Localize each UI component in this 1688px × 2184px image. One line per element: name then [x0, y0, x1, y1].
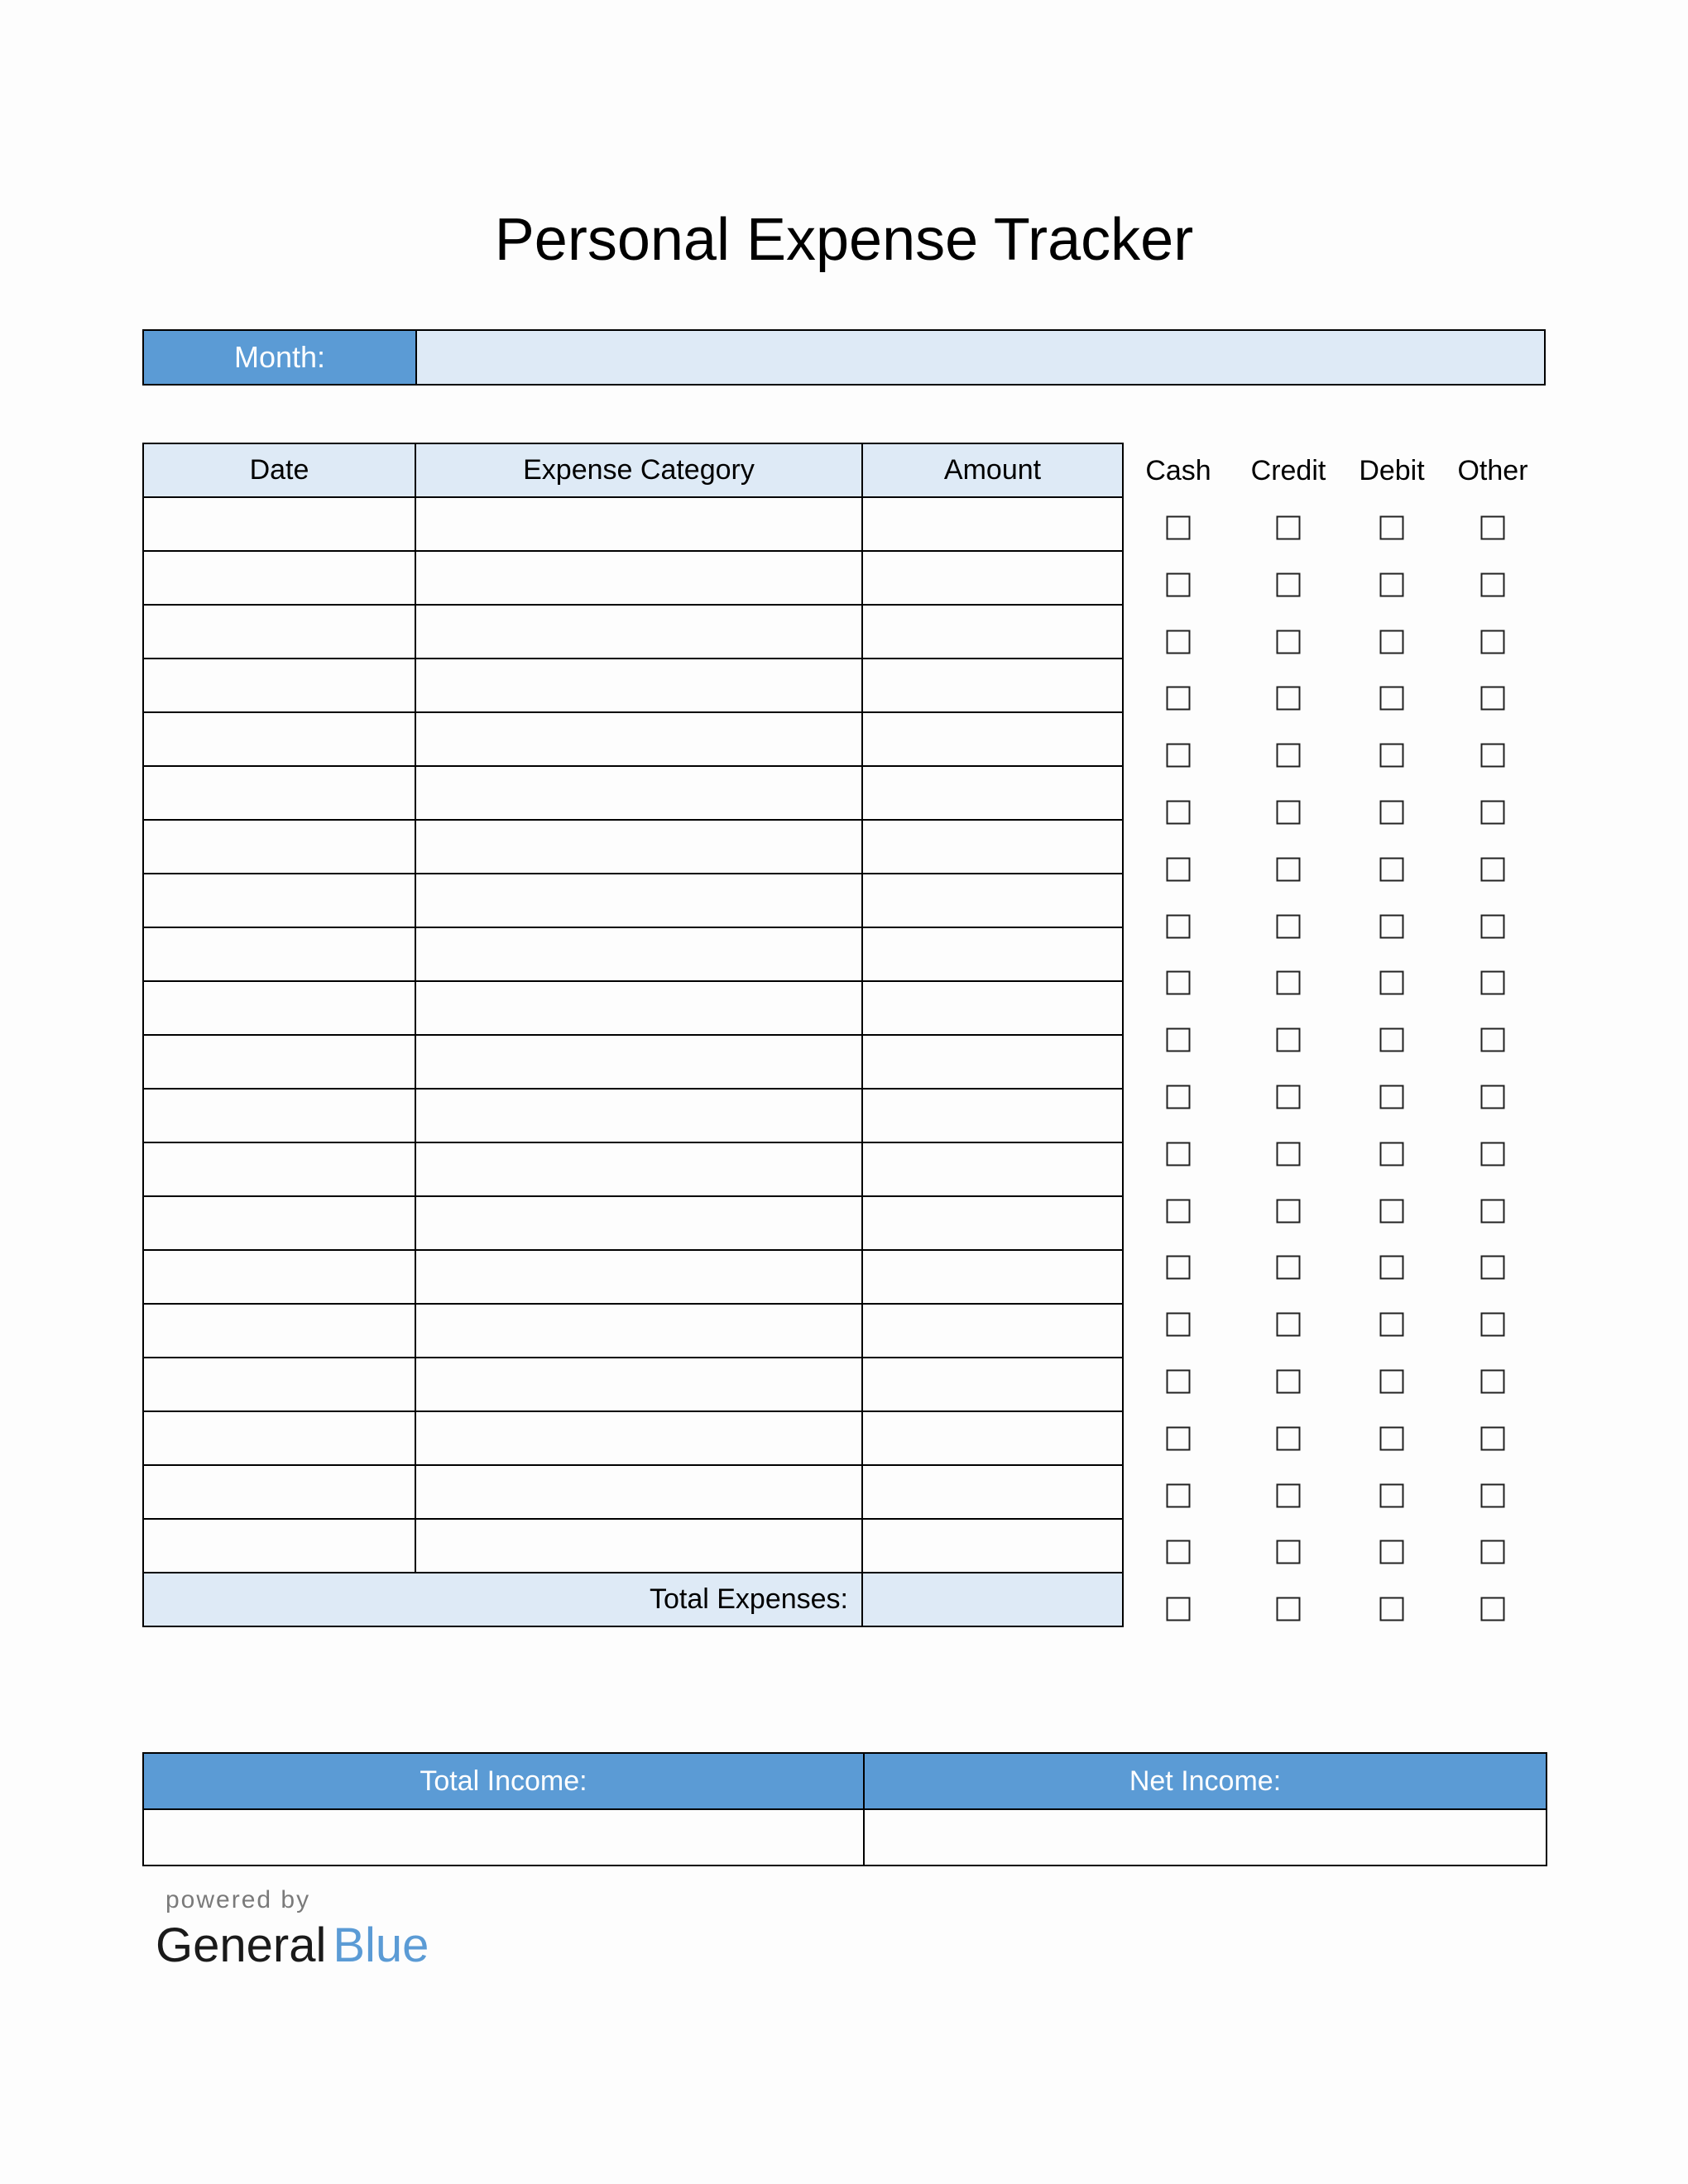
other-checkbox[interactable]	[1481, 1313, 1505, 1337]
income-table	[142, 1752, 1547, 1866]
generalblue-logo	[156, 1918, 429, 1973]
other-checkbox[interactable]	[1481, 1256, 1505, 1280]
table-row	[143, 712, 1123, 766]
other-checkbox[interactable]	[1481, 572, 1505, 596]
debit-header: Debit	[1359, 455, 1425, 486]
other-checkbox[interactable]	[1481, 1028, 1505, 1052]
table-row	[143, 551, 1123, 605]
expense-category-cell[interactable]	[415, 766, 862, 820]
table-row	[143, 605, 1123, 659]
expense-category-cell[interactable]	[415, 551, 862, 605]
other-checkbox[interactable]	[1481, 1540, 1505, 1564]
income-header-row	[143, 1753, 1547, 1809]
credit-checkbox[interactable]	[1277, 1256, 1301, 1280]
debit-checkbox[interactable]	[1380, 630, 1404, 654]
date-cell[interactable]	[143, 874, 415, 927]
cash-checkbox[interactable]	[1167, 687, 1191, 711]
other-checkbox[interactable]	[1481, 1370, 1505, 1394]
other-checkbox[interactable]	[1481, 1483, 1505, 1507]
month-field[interactable]	[417, 331, 1544, 384]
cash-checkbox[interactable]	[1167, 516, 1191, 540]
expense-table	[142, 443, 1124, 1627]
table-row	[143, 1089, 1123, 1142]
date-cell[interactable]	[143, 605, 415, 659]
date-cell[interactable]	[143, 1358, 415, 1411]
debit-checkbox[interactable]	[1380, 1597, 1404, 1621]
credit-checkbox[interactable]	[1277, 1540, 1301, 1564]
other-checkbox[interactable]	[1481, 1085, 1505, 1109]
amount-cell[interactable]	[862, 874, 1123, 927]
expense-category-cell[interactable]	[415, 820, 862, 874]
date-cell[interactable]	[143, 712, 415, 766]
amount-cell[interactable]	[862, 712, 1123, 766]
debit-checkbox[interactable]	[1380, 572, 1404, 596]
credit-checkbox[interactable]	[1277, 1313, 1301, 1337]
amount-cell[interactable]	[862, 605, 1123, 659]
amount-cell[interactable]	[862, 766, 1123, 820]
expense-category-cell[interactable]	[415, 1142, 862, 1196]
cash-checkbox[interactable]	[1167, 1199, 1191, 1223]
expense-header-row	[143, 443, 1123, 497]
expense-category-cell[interactable]	[415, 1250, 862, 1304]
amount-cell[interactable]	[862, 1358, 1123, 1411]
credit-checkbox[interactable]	[1277, 744, 1301, 768]
date-cell[interactable]	[143, 1304, 415, 1358]
cash-checkbox[interactable]	[1167, 630, 1191, 654]
debit-checkbox[interactable]	[1380, 1256, 1404, 1280]
credit-checkbox[interactable]	[1277, 687, 1301, 711]
amount-cell[interactable]	[862, 927, 1123, 981]
amount-cell[interactable]	[862, 1142, 1123, 1196]
expense-category-cell[interactable]	[415, 1465, 862, 1519]
table-row	[143, 981, 1123, 1035]
other-checkbox[interactable]	[1481, 801, 1505, 825]
table-row	[143, 1304, 1123, 1358]
expense-category-cell[interactable]	[415, 1519, 862, 1573]
debit-checkbox[interactable]	[1380, 1085, 1404, 1109]
cash-checkbox[interactable]	[1167, 971, 1191, 995]
debit-checkbox[interactable]	[1380, 516, 1404, 540]
table-row	[143, 497, 1123, 551]
cash-checkbox[interactable]	[1167, 857, 1191, 881]
other-checkbox[interactable]	[1481, 914, 1505, 938]
debit-checkbox[interactable]	[1380, 1370, 1404, 1394]
date-cell[interactable]	[143, 551, 415, 605]
debit-checkbox[interactable]	[1380, 1483, 1404, 1507]
credit-checkbox[interactable]	[1277, 914, 1301, 938]
cash-checkbox[interactable]	[1167, 1426, 1191, 1450]
credit-checkbox[interactable]	[1277, 1426, 1301, 1450]
cash-checkbox[interactable]	[1167, 572, 1191, 596]
credit-checkbox[interactable]	[1277, 1483, 1301, 1507]
other-checkbox[interactable]	[1481, 1142, 1505, 1166]
credit-checkbox[interactable]	[1277, 971, 1301, 995]
cash-checkbox[interactable]	[1167, 1028, 1191, 1052]
cash-checkbox[interactable]	[1167, 1256, 1191, 1280]
cash-checkbox[interactable]	[1167, 914, 1191, 938]
expense-category-cell[interactable]	[415, 927, 862, 981]
credit-checkbox[interactable]	[1277, 1597, 1301, 1621]
table-row	[143, 874, 1123, 927]
other-checkbox[interactable]	[1481, 687, 1505, 711]
other-header: Other	[1457, 455, 1528, 486]
other-checkbox[interactable]	[1481, 1597, 1505, 1621]
debit-checkbox[interactable]	[1380, 914, 1404, 938]
date-cell[interactable]	[143, 1035, 415, 1089]
page-title: Personal Expense Tracker	[494, 207, 1194, 273]
amount-cell[interactable]	[862, 1250, 1123, 1304]
table-row	[143, 820, 1123, 874]
credit-checkbox[interactable]	[1277, 516, 1301, 540]
cash-checkbox[interactable]	[1167, 1540, 1191, 1564]
expense-category-cell[interactable]	[415, 981, 862, 1035]
table-row	[143, 1465, 1123, 1519]
date-cell[interactable]	[143, 1196, 415, 1250]
credit-checkbox[interactable]	[1277, 1142, 1301, 1166]
date-cell[interactable]	[143, 1250, 415, 1304]
amount-cell[interactable]	[862, 551, 1123, 605]
amount-cell[interactable]	[862, 981, 1123, 1035]
expense-category-cell[interactable]	[415, 1304, 862, 1358]
debit-checkbox[interactable]	[1380, 1313, 1404, 1337]
date-cell[interactable]	[143, 1411, 415, 1465]
cash-checkbox[interactable]	[1167, 1085, 1191, 1109]
expense-category-header: Expense Category	[415, 443, 862, 497]
amount-cell[interactable]	[862, 1196, 1123, 1250]
total-income-field[interactable]	[143, 1809, 864, 1866]
amount-cell[interactable]	[862, 1089, 1123, 1142]
table-row	[143, 1196, 1123, 1250]
date-cell[interactable]	[143, 1142, 415, 1196]
powered-by-text: powered by	[165, 1886, 311, 1913]
amount-cell[interactable]	[862, 1035, 1123, 1089]
brand-blue: Blue	[333, 1918, 429, 1972]
amount-cell[interactable]	[862, 1519, 1123, 1573]
expense-category-cell[interactable]	[415, 712, 862, 766]
cash-checkbox[interactable]	[1167, 744, 1191, 768]
amount-cell[interactable]	[862, 497, 1123, 551]
amount-header: Amount	[862, 443, 1123, 497]
payment-method-headers	[1122, 443, 1552, 500]
amount-cell[interactable]	[862, 820, 1123, 874]
table-row	[143, 1358, 1123, 1411]
debit-checkbox[interactable]	[1380, 1426, 1404, 1450]
cash-checkbox[interactable]	[1167, 1597, 1191, 1621]
date-header: Date	[143, 443, 415, 497]
cash-checkbox[interactable]	[1167, 1370, 1191, 1394]
date-cell[interactable]	[143, 820, 415, 874]
table-row	[143, 1411, 1123, 1465]
debit-checkbox[interactable]	[1380, 1199, 1404, 1223]
credit-checkbox[interactable]	[1277, 1199, 1301, 1223]
month-label: Month:	[144, 331, 417, 384]
expense-category-cell[interactable]	[415, 1411, 862, 1465]
date-cell[interactable]	[143, 766, 415, 820]
cash-checkbox[interactable]	[1167, 1313, 1191, 1337]
date-cell[interactable]	[143, 659, 415, 712]
amount-cell[interactable]	[862, 659, 1123, 712]
expense-category-cell[interactable]	[415, 1035, 862, 1089]
cash-checkbox[interactable]	[1167, 1142, 1191, 1166]
cash-header: Cash	[1145, 455, 1211, 486]
amount-cell[interactable]	[862, 1465, 1123, 1519]
brand-general: General	[156, 1918, 327, 1972]
debit-checkbox[interactable]	[1380, 1142, 1404, 1166]
net-income-label: Net Income:	[864, 1753, 1547, 1809]
date-cell[interactable]	[143, 497, 415, 551]
credit-checkbox[interactable]	[1277, 1370, 1301, 1394]
expense-category-cell[interactable]	[415, 605, 862, 659]
total-expenses-row	[143, 1573, 1123, 1626]
other-checkbox[interactable]	[1481, 630, 1505, 654]
expense-category-cell[interactable]	[415, 874, 862, 927]
table-row	[143, 659, 1123, 712]
credit-checkbox[interactable]	[1277, 1028, 1301, 1052]
date-cell[interactable]	[143, 981, 415, 1035]
expense-category-cell[interactable]	[415, 1089, 862, 1142]
total-expenses-field[interactable]	[862, 1573, 1123, 1626]
expense-category-cell[interactable]	[415, 497, 862, 551]
total-expenses-label: Total Expenses:	[143, 1573, 862, 1626]
expense-category-cell[interactable]	[415, 1196, 862, 1250]
date-cell[interactable]	[143, 1465, 415, 1519]
total-income-label: Total Income:	[143, 1753, 864, 1809]
other-checkbox[interactable]	[1481, 971, 1505, 995]
credit-checkbox[interactable]	[1277, 857, 1301, 881]
debit-checkbox[interactable]	[1380, 1028, 1404, 1052]
cash-checkbox[interactable]	[1167, 1483, 1191, 1507]
expense-category-cell[interactable]	[415, 1358, 862, 1411]
other-checkbox[interactable]	[1481, 857, 1505, 881]
amount-cell[interactable]	[862, 1304, 1123, 1358]
other-checkbox[interactable]	[1481, 1199, 1505, 1223]
credit-checkbox[interactable]	[1277, 1085, 1301, 1109]
debit-checkbox[interactable]	[1380, 801, 1404, 825]
table-row	[143, 1035, 1123, 1089]
date-cell[interactable]	[143, 1519, 415, 1573]
income-value-row	[143, 1809, 1547, 1866]
other-checkbox[interactable]	[1481, 516, 1505, 540]
debit-checkbox[interactable]	[1380, 687, 1404, 711]
other-checkbox[interactable]	[1481, 744, 1505, 768]
credit-checkbox[interactable]	[1277, 630, 1301, 654]
table-row	[143, 1519, 1123, 1573]
amount-cell[interactable]	[862, 1411, 1123, 1465]
other-checkbox[interactable]	[1481, 1426, 1505, 1450]
table-row	[143, 927, 1123, 981]
expense-category-cell[interactable]	[415, 659, 862, 712]
debit-checkbox[interactable]	[1380, 1540, 1404, 1564]
date-cell[interactable]	[143, 1089, 415, 1142]
date-cell[interactable]	[143, 927, 415, 981]
credit-checkbox[interactable]	[1277, 572, 1301, 596]
debit-checkbox[interactable]	[1380, 857, 1404, 881]
debit-checkbox[interactable]	[1380, 744, 1404, 768]
debit-checkbox[interactable]	[1380, 971, 1404, 995]
credit-header: Credit	[1250, 455, 1326, 486]
table-row	[143, 1142, 1123, 1196]
cash-checkbox[interactable]	[1167, 801, 1191, 825]
month-bar	[142, 329, 1546, 386]
table-row	[143, 766, 1123, 820]
net-income-field[interactable]	[864, 1809, 1547, 1866]
table-row	[143, 1250, 1123, 1304]
credit-checkbox[interactable]	[1277, 801, 1301, 825]
